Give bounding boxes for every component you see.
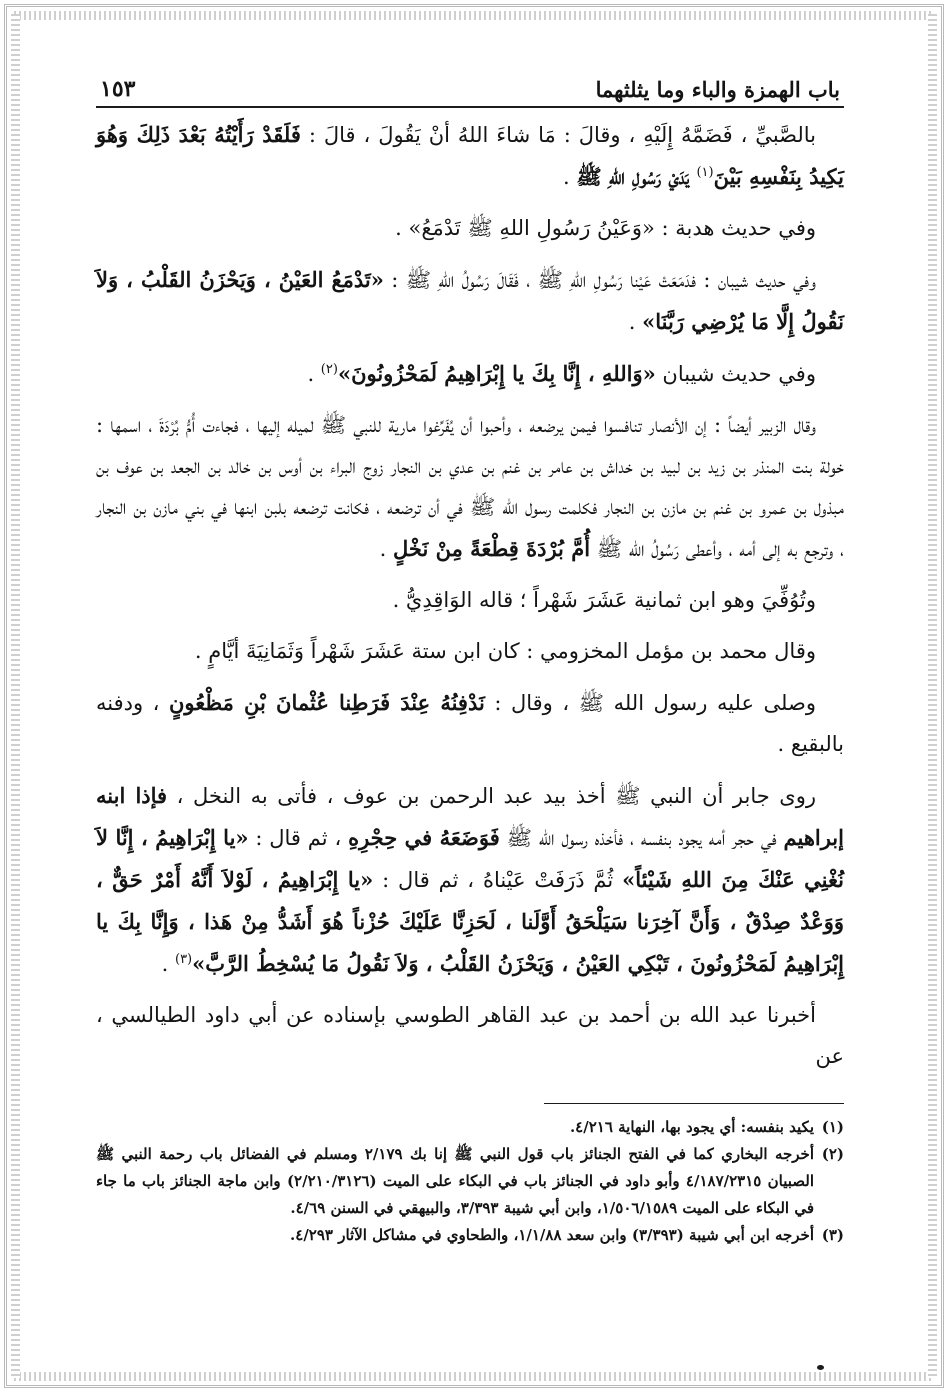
quoted-hadith-text: فَوَضَعَهُ في حِجْرِهِ xyxy=(348,825,500,850)
paragraph xyxy=(96,259,844,343)
paragraph-text: وتُوُفِّيَ وهو ابن ثمانية عَشَرَ شَهْراً ؛ قاله الوَاقِدِيُّ . xyxy=(392,588,816,612)
paragraph-text: بالصَّبيِّ ، فَضَمَّهُ إِلَيْهِ ، وقالَ : مَا شاءَ اللهُ أنْ يَقُولَ ، قالَ : xyxy=(300,123,817,147)
paragraph-text: وفي حديث هدبة : «وَعَيْنُ رَسُولِ اللهِ ﷺ تَدْمَعُ» . xyxy=(395,216,816,240)
paragraph-text: . xyxy=(562,165,577,189)
footnotes xyxy=(96,1114,844,1249)
paragraph-text: . xyxy=(628,310,643,334)
quoted-hadith-text: «وَاللهِ ، إِنَّا بِكَ يا إِبْرَاهِيمُ لَمَحْزُونُونَ» xyxy=(337,361,656,386)
footnote xyxy=(96,1114,844,1141)
paragraph-text: وفي حديث شيبان xyxy=(655,362,816,386)
border-ornament-bottom xyxy=(14,1372,934,1381)
paragraph-text: وقال الزبير أيضاً : إن الأنصار تنافسوا فيمن يرضعه ، وأحبوا أن يُفَرِّغوا مارية للنبي ﷺ لميله إليها ، فجاءت أُمُّ بُرْدَةَ ، اسمها : خولة بنت المنذر بن زيد بن لبيد بن خداش بن عامر بن غنم بن عدي بن النجار زوج البراء بن أوس بن خالد بن الجعد بن عوف بن مبذول بن عمرو بن غنم بن مازن بن النجار فكلمت رسول الله ﷺ في أن ترضعه ، فكانت ترضعه بلبن ابنها في بني مازن بن النجار ، وترجع به إلى أمه ، وأعطى رَسُولُ الله ﷺ xyxy=(96,413,844,561)
printer-mark xyxy=(817,1365,824,1370)
paragraph xyxy=(96,775,844,985)
paragraph xyxy=(96,631,844,672)
footnote xyxy=(96,1222,844,1249)
paragraph xyxy=(96,682,844,765)
paragraph-text: في حجر أمه يجود بنفسه ، فأخذه رسول الله ﷺ xyxy=(499,826,784,850)
page-header xyxy=(96,70,844,108)
paragraph-text: ثُمَّ ذَرَفَتْ عَيْناهُ ، ثم قال : xyxy=(373,868,623,892)
paragraph-text: ، ثم قال : xyxy=(248,826,349,850)
paragraph-text: ، ودفنه بالبقيع . xyxy=(96,691,844,756)
border-ornament-top xyxy=(14,11,934,20)
paragraph xyxy=(96,580,844,621)
quoted-hadith-text: نَدْفِنُهُ عِنْدَ فَرَطِنا عُثْمانَ بْنِ مَظْعُونٍ xyxy=(168,690,485,715)
paragraph xyxy=(96,405,844,570)
footnote-divider xyxy=(544,1103,844,1104)
paragraph xyxy=(96,114,844,198)
paragraph xyxy=(96,208,844,249)
paragraph-text: . xyxy=(307,362,321,386)
paragraph-text: وقال محمد بن مؤمل المخزومي : كان ابن ستة عَشَرَ شَهْراً وَثَمَانِيَةَ أيَّامٍ . xyxy=(194,639,816,663)
paragraph-text: وفي حديث شيبان : فدَمَعَتْ عَيْنا رَسُولِ اللهِ ﷺ ، فَقَالَ رَسُولُ اللهِ ﷺ : xyxy=(383,268,816,292)
quoted-hadith-text: «يا إِبْرَاهِيمُ ، إِنَّا لاَ نُغْنِي عَنْكَ مِنَ اللهِ شَيْئاً» xyxy=(96,825,844,892)
paragraph-text: وصلى عليه رسول الله ﷺ ، وقال : xyxy=(484,691,816,715)
border-ornament-left xyxy=(11,14,20,1378)
paragraph xyxy=(96,353,844,395)
running-title: باب الهمزة والباء وما يثلثهما xyxy=(595,77,840,102)
footnote-text: أخرجه البخاري كما في الفتح الجنائز باب قول النبي ﷺ إنا بك ٢/١٧٩ ومسلم في الفضائل باب رحمة النبي ﷺ الصبيان ٤/١٨٧/٢٣١٥ وأبو داود في الجنائز باب في البكاء على الميت (٢/٢١٠/٣١٢٦) وابن ماجة الجنائز باب ما جاء في البكاء على الميت ١/٥٠٦/١٥٨٩، وابن أبي شيبة ٣/٣٩٣، والبيهقي في السنن ٤/٦٩. xyxy=(96,1145,815,1217)
quoted-hadith-text: «تَدْمَعُ العَيْنُ ، وَيَحْزَنُ القَلْبُ ، وَلاَ نَقُولُ إِلَّا مَا يُرْضِي رَبَّنَا» xyxy=(96,267,844,334)
quoted-hadith-text: يَدَيْ رَسُولِ اللهِ ﷺ xyxy=(576,164,697,189)
paragraph xyxy=(96,995,844,1077)
footnote-marker: (٣) xyxy=(174,952,193,967)
main-text xyxy=(96,114,844,1077)
footnote-marker: (١) xyxy=(696,165,714,180)
footnote-text: يكيد بنفسه: أي يجود بها، النهاية ٤/٢١٦. xyxy=(569,1118,814,1136)
page-number: ١٥٣ xyxy=(100,76,136,102)
footnote-marker: (٢) xyxy=(320,362,338,377)
book-page xyxy=(96,70,844,1310)
quoted-hadith-text: أُمَّ بُرْدَةَ قِطْعَةً مِنْ نَخْلٍ xyxy=(392,536,591,561)
footnote-number: (١) xyxy=(821,1118,844,1136)
quoted-hadith-text: فَلَقَدْ رَأَيْتُهُ بَعْدَ ذَلِكَ وَهُوَ يَكِيدُ بِنَفْسِهِ بَيْنَ xyxy=(96,122,844,189)
quoted-hadith-text: «يا إِبْرَاهِيمُ ، لَوْلاَ أَنَّهُ أَمْرٌ حَقٌّ ، وَوَعْدٌ صِدْقٌ ، وَأَنَّ آخِرَنا سَيَلْحَقُ أَوَّلَنا ، لَحَزِنَّا عَلَيْكَ حُزْناً هُوَ أَشَدُّ مِنْ هَذا ، وَإِنَّا بِكَ يا إِبْرَاهِيمُ لَمَحْزُونُونَ ، تَبْكِي العَيْنُ ، وَيَحْزَنُ القَلْبُ ، وَلاَ نَقُولُ مَا يُسْخِطُ الرَّبَّ» xyxy=(96,867,844,976)
quoted-hadith-text: فإذا ابنه إبراهيم xyxy=(96,783,844,850)
border-ornament-right xyxy=(928,14,937,1378)
paragraph-text: أخبرنا عبد الله بن أحمد بن عبد القاهر الطوسي بإسناده عن أبي داود الطيالسي ، عن xyxy=(96,1003,844,1068)
paragraph-text: روى جابر أن النبي ﷺ أخذ بيد عبد الرحمن بن عوف ، فأتى به النخل ، xyxy=(167,784,816,808)
footnote-number: (٢) xyxy=(821,1145,844,1163)
paragraph-text: . xyxy=(379,537,393,561)
footnote xyxy=(96,1141,844,1222)
paragraph-text: . xyxy=(161,952,175,976)
footnote-text: أخرجه ابن أبي شيبة (٣/٣٩٣) وابن سعد ١/١/٨٨، والطحاوي في مشاكل الآثار ٤/٢٩٣. xyxy=(290,1226,814,1244)
footnote-number: (٣) xyxy=(821,1226,844,1244)
